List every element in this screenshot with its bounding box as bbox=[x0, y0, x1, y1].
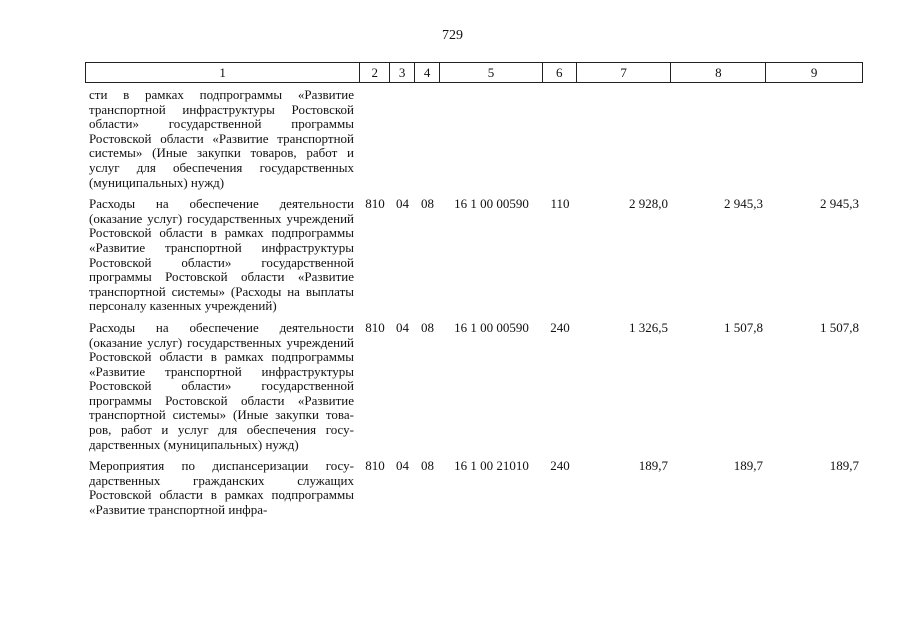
cell-col-2 bbox=[360, 88, 390, 190]
header-col-2: 2 bbox=[360, 63, 390, 82]
cell-col-4: 08 bbox=[421, 319, 434, 335]
table-header-row bbox=[85, 62, 863, 83]
cell-col-6: 240 bbox=[550, 458, 570, 474]
cell-col-7: 1 326,5 bbox=[629, 319, 668, 335]
cell-col-7: 189,7 bbox=[638, 458, 668, 474]
table-body bbox=[85, 88, 863, 518]
cell-col-8 bbox=[672, 88, 767, 190]
cell-col-6: 110 bbox=[550, 196, 570, 212]
cell-col-6: 240 bbox=[550, 319, 570, 335]
cell-col-3: 04 bbox=[396, 196, 409, 212]
header-col-5: 5 bbox=[440, 63, 543, 82]
cell-col-8: 189,7 bbox=[733, 458, 763, 474]
cell-col-2: 810 bbox=[365, 196, 385, 212]
cell-col-5: 16 1 00 21010 bbox=[454, 458, 529, 474]
row-description: Расходы на обеспечение деятельности (оказание услуг) государственных учреждений Ростовской области в рамках подпрограммы «Развитие транспортной инфраструктуры Ростовской области» государственной программы Ростовской области «Развитие транспортной системы» (Расходы на выплаты персоналу казенных учреждений) bbox=[89, 196, 354, 314]
cell-col-5 bbox=[440, 88, 543, 190]
cell-col-9: 189,7 bbox=[829, 458, 859, 474]
header-col-9: 9 bbox=[810, 65, 818, 80]
cell-col-5: 16 1 00 00590 bbox=[454, 319, 529, 335]
cell-col-4: 08 bbox=[421, 196, 434, 212]
header-col-7: 7 bbox=[577, 63, 672, 82]
cell-col-7: 2 928,0 bbox=[629, 196, 668, 212]
cell-col-9: 1 507,8 bbox=[820, 319, 859, 335]
cell-col-2: 810 bbox=[365, 319, 385, 335]
cell-col-8: 2 945,3 bbox=[724, 196, 763, 212]
cell-col-2: 810 bbox=[365, 458, 385, 474]
cell-col-5: 16 1 00 00590 bbox=[454, 196, 529, 212]
cell-col-9: 2 945,3 bbox=[820, 196, 859, 212]
cell-col-8: 1 507,8 bbox=[724, 319, 763, 335]
cell-col-3: 04 bbox=[396, 319, 409, 335]
page-number: 729 bbox=[442, 28, 463, 43]
table-row bbox=[85, 459, 863, 517]
cell-col-6 bbox=[543, 88, 577, 190]
header-col-6: 6 bbox=[543, 63, 577, 82]
cell-col-4 bbox=[415, 88, 440, 190]
cell-col-3: 04 bbox=[396, 458, 409, 474]
row-description: Мероприятия по диспансеризации государственных гражданских служащих Ростовской области в рамках подпрограммы «Развитие транспортной инфра- bbox=[89, 458, 354, 518]
table-row bbox=[85, 88, 863, 190]
header-col-4: 4 bbox=[415, 63, 440, 82]
header-col-1: 1 bbox=[86, 63, 360, 82]
table-row bbox=[85, 197, 863, 314]
cell-col-9 bbox=[767, 88, 863, 190]
row-description: сти в рамках подпрограммы «Развитие транспортной инфраструктуры Ростовской области» государственной программы Ростовской области «Развитие транспортной системы» (Иные закупки товаров, работ и услуг для обеспечения государственных (муниципальных) нужд) bbox=[89, 87, 354, 190]
cell-col-4: 08 bbox=[421, 458, 434, 474]
cell-col-7 bbox=[577, 88, 672, 190]
table-row bbox=[85, 321, 863, 452]
header-col-3: 3 bbox=[390, 63, 415, 82]
header-col-8: 8 bbox=[671, 63, 766, 82]
row-description: Расходы на обеспечение деятельности (оказание услуг) государственных учреждений Ростовской области в рамках подпрограммы «Развитие транспортной инфраструктуры Ростовской области» государственной программы Ростовской области «Развитие транспортной системы» (Иные закупки товаров, работ и услуг для обеспечения государственных (муниципальных) нужд) bbox=[89, 319, 354, 452]
cell-col-3 bbox=[390, 88, 415, 190]
